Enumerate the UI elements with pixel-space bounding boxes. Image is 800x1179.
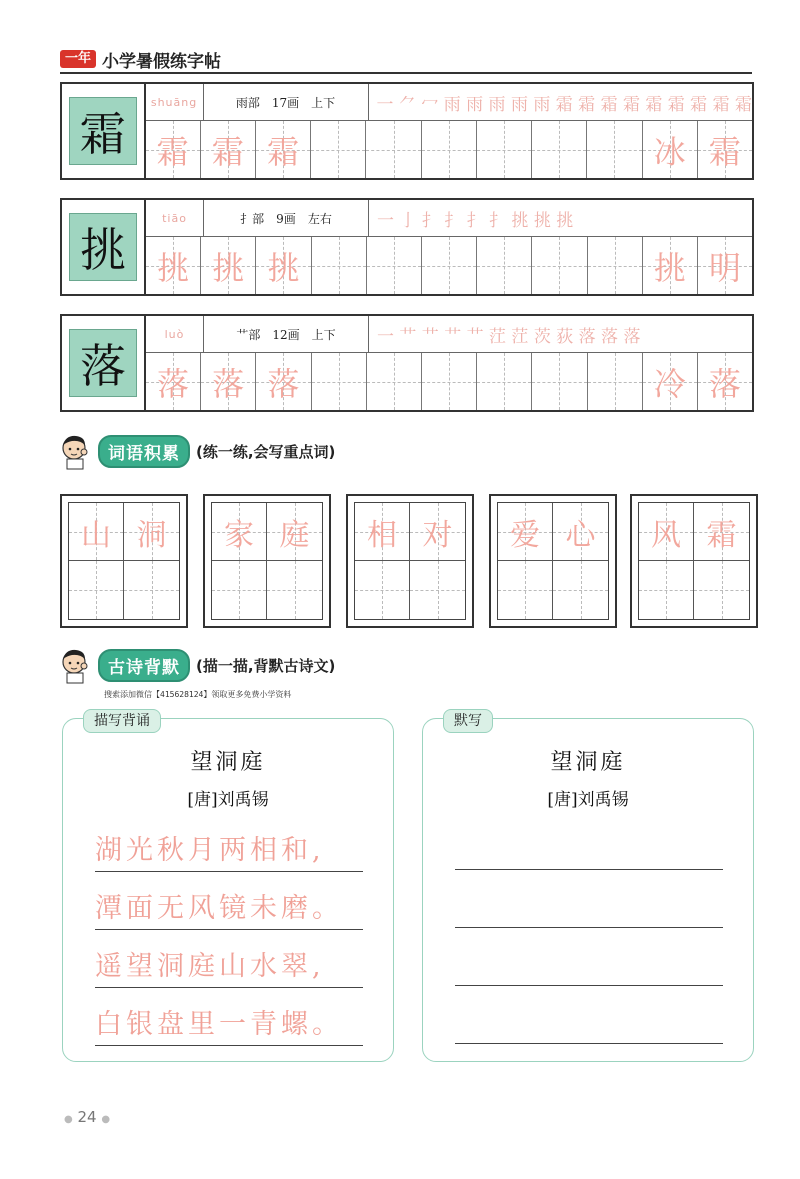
boy-reciting-icon [58, 646, 96, 684]
writing-grid [146, 121, 752, 178]
radical: 扌部 [240, 211, 265, 226]
blank-cell[interactable] [367, 353, 422, 410]
poem-section-note: (描一描,背默古诗文) [196, 656, 336, 675]
char-practice-row [60, 198, 754, 296]
char-meta [204, 316, 369, 352]
poem-trace-line[interactable]: 潭面无风镜未磨。 [95, 889, 363, 930]
trace-cell[interactable]: 落 [146, 353, 201, 410]
vocab-blank-cell[interactable] [212, 561, 267, 619]
trace-panel-tab: 描写背诵 [83, 709, 161, 733]
page-number: ● 24 ● [64, 1108, 111, 1126]
writing-grid [146, 353, 752, 410]
poem-section-heading [58, 646, 335, 684]
blank-cell[interactable] [422, 121, 477, 178]
vocab-section-label: 词语积累 [98, 435, 190, 468]
vocab-blank-cell[interactable] [69, 561, 124, 619]
poem-section-label: 古诗背默 [98, 649, 190, 682]
boy-reading-icon [58, 432, 96, 470]
vocab-char-cell[interactable]: 庭 [267, 503, 322, 561]
poem-trace-line[interactable]: 遥望洞庭山水翠, [95, 947, 363, 988]
trace-cell[interactable]: 落 [201, 353, 256, 410]
poem-trace-line[interactable]: 湖光秋月两相和, [95, 831, 363, 872]
vocab-blank-cell[interactable] [498, 561, 553, 619]
blank-cell[interactable] [477, 121, 532, 178]
grade-badge: 一年 [60, 50, 96, 68]
page-header [60, 44, 221, 74]
structure: 左右 [307, 211, 332, 226]
word-cell[interactable]: 明 [698, 237, 752, 294]
vocab-char-cell[interactable]: 洞 [124, 503, 179, 561]
vocab-blank-cell[interactable] [410, 561, 465, 619]
trace-cell[interactable]: 挑 [201, 237, 256, 294]
dot-decoration: ● [64, 1114, 73, 1125]
blank-cell[interactable] [312, 353, 367, 410]
blank-cell[interactable] [477, 237, 532, 294]
radical: 艹部 [236, 327, 261, 342]
vocab-word-box [203, 494, 331, 628]
word-cell[interactable]: 冷 [643, 353, 698, 410]
vocab-word-box [489, 494, 617, 628]
poem-author: [唐]刘禹锡 [187, 790, 269, 810]
vocab-section-heading [58, 432, 335, 470]
radical: 雨部 [235, 95, 260, 110]
stroke-order: 一 艹 艹 艹 艹 茳 茳 茨 荻 落 落 落 [377, 326, 641, 347]
blank-cell[interactable] [422, 237, 477, 294]
char-practice-row [60, 314, 754, 412]
trace-cell[interactable]: 霜 [146, 121, 201, 178]
blank-cell[interactable] [532, 121, 587, 178]
vocab-blank-cell[interactable] [694, 561, 749, 619]
vocab-char-cell[interactable]: 山 [69, 503, 124, 561]
vocab-blank-cell[interactable] [267, 561, 322, 619]
char-meta [204, 84, 369, 120]
vocab-blank-cell[interactable] [639, 561, 694, 619]
stroke-order: 一 亅 扌 扌 扌 扌 挑 挑 挑 [377, 210, 574, 231]
blank-cell[interactable] [367, 237, 422, 294]
poem-title: 望洞庭 [190, 750, 266, 775]
promo-note: 搜索添加微信【415628124】领取更多免费小学资料 [104, 690, 292, 699]
header-divider [60, 72, 752, 74]
word-cell[interactable]: 落 [698, 353, 752, 410]
stroke-count: 9画 [276, 211, 296, 226]
vocab-char-cell[interactable]: 家 [212, 503, 267, 561]
vocab-char-cell[interactable]: 对 [410, 503, 465, 561]
vocab-char-cell[interactable]: 相 [355, 503, 410, 561]
poem-title: 望洞庭 [550, 750, 626, 775]
trace-cell[interactable]: 霜 [201, 121, 256, 178]
trace-cell[interactable]: 落 [256, 353, 311, 410]
blank-cell[interactable] [311, 121, 366, 178]
vocab-word-box [630, 494, 758, 628]
recite-panel-tab: 默写 [443, 709, 493, 733]
trace-cell[interactable]: 霜 [256, 121, 311, 178]
blank-cell[interactable] [587, 121, 642, 178]
vocab-blank-cell[interactable] [355, 561, 410, 619]
stroke-count: 17画 [271, 95, 300, 110]
char-practice-row [60, 82, 754, 180]
stroke-order: 一 ⺈ 冖 雨 雨 雨 雨 雨 霜 霜 霜 霜 霜 霜 霜 霜 霜 [376, 94, 752, 115]
vocab-word-box [346, 494, 474, 628]
pinyin-box: luò [146, 316, 204, 352]
vocab-section-note: (练一练,会写重点词) [196, 442, 336, 461]
blank-cell[interactable] [588, 237, 643, 294]
blank-cell[interactable] [477, 353, 532, 410]
word-cell[interactable]: 挑 [643, 237, 698, 294]
big-character: 落 [69, 329, 137, 397]
blank-cell[interactable] [422, 353, 477, 410]
word-cell[interactable]: 霜 [698, 121, 752, 178]
big-character: 挑 [69, 213, 137, 281]
char-meta [204, 200, 369, 236]
vocab-blank-cell[interactable] [124, 561, 179, 619]
trace-poem-panel [62, 713, 394, 1062]
vocab-char-cell[interactable]: 心 [553, 503, 608, 561]
recite-blank-line[interactable] [455, 985, 723, 986]
big-character: 霜 [69, 97, 137, 165]
poem-trace-line[interactable]: 白银盘里一青螺。 [95, 1005, 363, 1046]
writing-grid [146, 237, 752, 294]
blank-cell[interactable] [532, 237, 587, 294]
structure: 上下 [311, 327, 336, 342]
blank-cell[interactable] [532, 353, 587, 410]
recite-blank-line[interactable] [455, 869, 723, 870]
vocab-blank-cell[interactable] [553, 561, 608, 619]
pinyin-box: tiāo [146, 200, 204, 236]
blank-cell[interactable] [366, 121, 421, 178]
vocab-char-cell[interactable]: 爱 [498, 503, 553, 561]
vocab-word-box [60, 494, 188, 628]
blank-cell[interactable] [588, 353, 643, 410]
word-cell[interactable]: 冰 [643, 121, 698, 178]
poem-author: [唐]刘禹锡 [547, 790, 629, 810]
recite-poem-panel [422, 713, 754, 1062]
stroke-count: 12画 [272, 327, 300, 342]
vocab-char-cell[interactable]: 风 [639, 503, 694, 561]
structure: 上下 [311, 95, 336, 110]
vocab-char-cell[interactable]: 霜 [694, 503, 749, 561]
blank-cell[interactable] [312, 237, 367, 294]
book-title: 小学暑假练字帖 [102, 51, 222, 72]
pinyin-box: shuāng [146, 84, 204, 120]
dot-decoration: ● [101, 1114, 111, 1125]
trace-cell[interactable]: 挑 [256, 237, 311, 294]
recite-blank-line[interactable] [455, 927, 723, 928]
recite-blank-line[interactable] [455, 1043, 723, 1044]
trace-cell[interactable]: 挑 [146, 237, 201, 294]
